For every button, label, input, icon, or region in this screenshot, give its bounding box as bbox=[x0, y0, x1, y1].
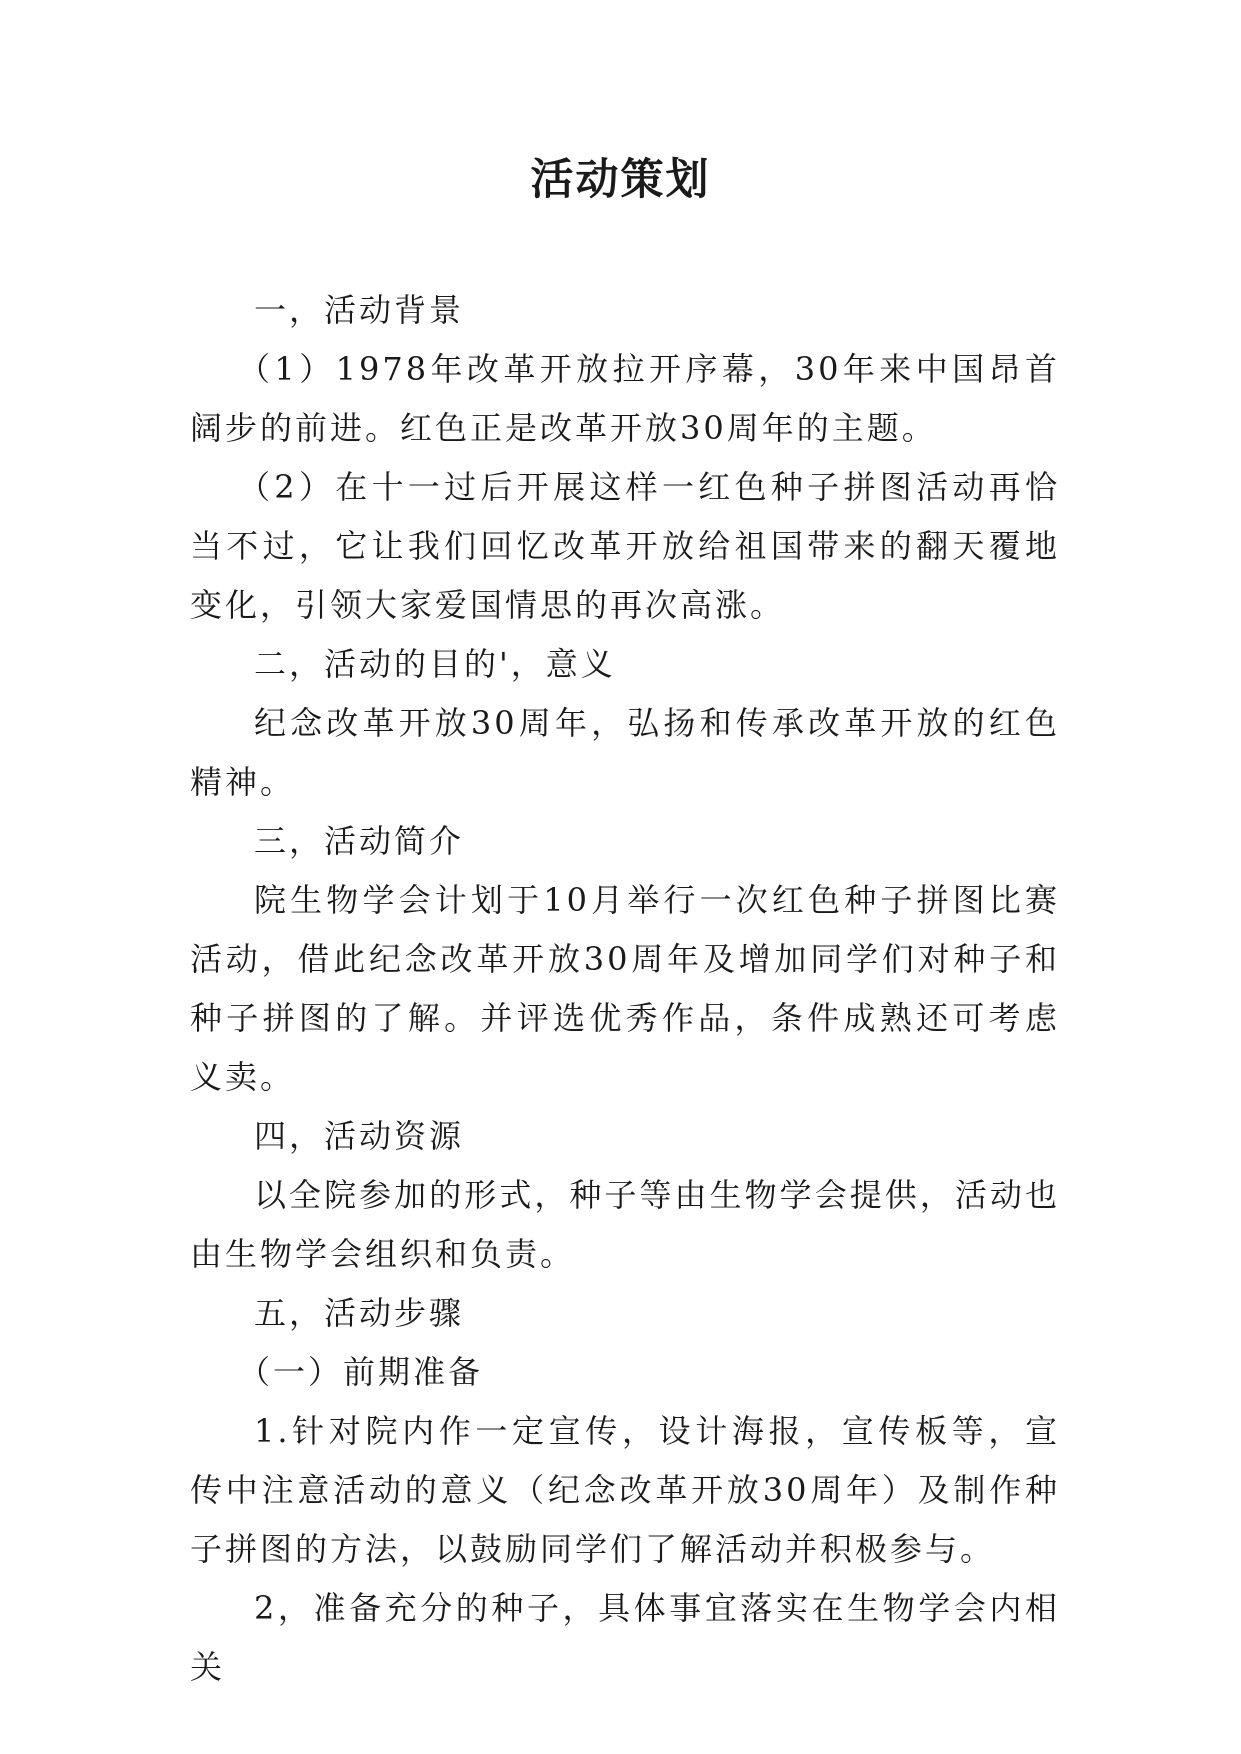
section-heading-background: 一，活动背景 bbox=[254, 291, 465, 329]
background-point-1: （1）1978年改革开放拉开序幕，30年来中国昂首阔步的前进。红色正是改革开放30周年的主题。 bbox=[190, 350, 1060, 447]
document-title: 活动策划 bbox=[530, 155, 711, 205]
preparation-step-2: 2，准备充分的种子，具体事宜落实在生物学会内相关 bbox=[190, 1589, 1060, 1686]
introduction-paragraph: 院生物学会计划于10月举行一次红色种子拼图比赛活动，借此纪念改革开放30周年及增加同学们对种子和种子拼图的了解。并评选优秀作品，条件成熟还可考虑义卖。 bbox=[190, 881, 1060, 1096]
section-heading-resources: 四，活动资源 bbox=[254, 1117, 465, 1155]
subheading-preparation: （一）前期准备 bbox=[238, 1353, 484, 1391]
document-body bbox=[190, 281, 1060, 1697]
section-heading-introduction: 三，活动简介 bbox=[254, 822, 465, 860]
background-point-2: （2）在十一过后开展这样一红色种子拼图活动再恰当不过，它让我们回忆改革开放给祖国带来的翻天覆地变化，引领大家爱国情思的再次高涨。 bbox=[190, 468, 1060, 624]
section-heading-steps: 五，活动步骤 bbox=[254, 1294, 465, 1332]
section-heading-purpose: 二，活动的目的'，意义 bbox=[254, 645, 616, 683]
preparation-step-1: 1.针对院内作一定宣传，设计海报，宣传板等，宣传中注意活动的意义（纪念改革开放30周年）及制作种子拼图的方法，以鼓励同学们了解活动并积极参与。 bbox=[190, 1412, 1060, 1568]
resources-paragraph: 以全院参加的形式，种子等由生物学会提供，活动也由生物学会组织和负责。 bbox=[190, 1176, 1060, 1273]
purpose-paragraph: 纪念改革开放30周年，弘扬和传承改革开放的红色精神。 bbox=[190, 704, 1060, 801]
